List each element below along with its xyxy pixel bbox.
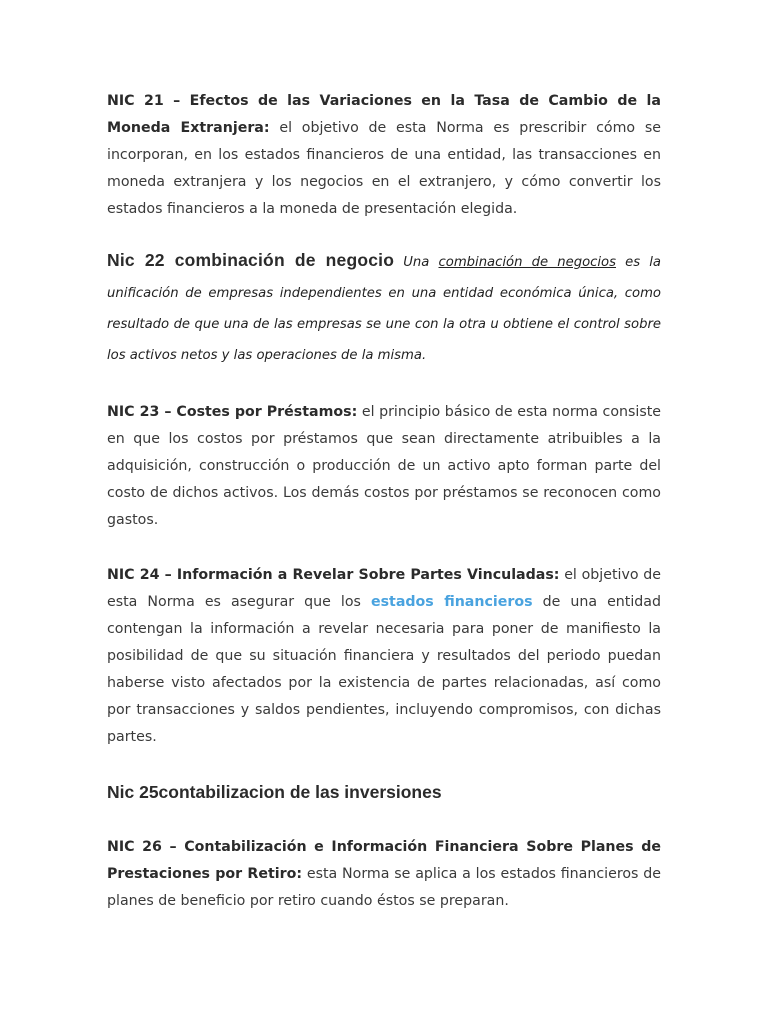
nic24-body-start: el objetivo de esta Norma es asegurar que los (107, 567, 661, 610)
nic26-title: NIC 26 – Contabilización e Información Financiera Sobre Planes de Prestaciones por Retiro: (107, 839, 661, 882)
nic21-paragraph (107, 88, 661, 223)
nic24-title: NIC 24 – Información a Revelar Sobre Partes Vinculadas: (107, 567, 560, 583)
nic23-paragraph (107, 399, 661, 534)
nic23-title: NIC 23 – Costes por Préstamos: (107, 404, 358, 420)
nic22-title: Nic 22 combinación de negocio (107, 250, 395, 270)
nic22-link[interactable]: combinación de negocios (438, 255, 616, 270)
nic26-paragraph (107, 834, 661, 915)
nic24-paragraph (107, 562, 661, 751)
nic26-body: esta Norma se aplica a los estados financieros de planes de beneficio por retiro cuando éstos se preparan. (107, 866, 661, 909)
nic22-paragraph (107, 247, 661, 371)
estados-financieros-link[interactable]: estados financieros (370, 594, 533, 610)
nic25-heading: Nic 25contabilizacion de las inversiones (107, 782, 442, 802)
document-page (107, 88, 661, 915)
nic22-body-start: Una (394, 255, 439, 270)
nic21-title: NIC 21 – Efectos de las Variaciones en la Tasa de Cambio de la Moneda Extranjera: (107, 93, 661, 136)
nic21-body: el objetivo de esta Norma es prescribir cómo se incorporan, en los estados financieros de una entidad, las transacciones en moneda extranjera y los negocios en el extranjero, y cómo convertir los estados financieros a la moneda de presentación elegida. (107, 120, 661, 217)
nic22-body-end: es la unificación de empresas independientes en una entidad económica única, como resultado de que una de las empresas se une con la otra u obtiene el control sobre los activos netos y las operaciones de la misma. (107, 255, 661, 363)
nic24-body-end: de una entidad contengan la información a revelar necesaria para poner de manifiesto la posibilidad de que su situación financiera y resultados del periodo puedan haberse visto afectados por la existencia de partes relacionadas, así como por transacciones y saldos pendientes, incluyendo compromisos, con dichas partes. (107, 594, 662, 745)
nic23-body: el principio básico de esta norma consiste en que los costos por préstamos que sean directamente atribuibles a la adquisición, construcción o producción de un activo apto forman parte del costo de dichos activos. Los demás costos por préstamos se reconocen como gastos. (107, 404, 662, 528)
